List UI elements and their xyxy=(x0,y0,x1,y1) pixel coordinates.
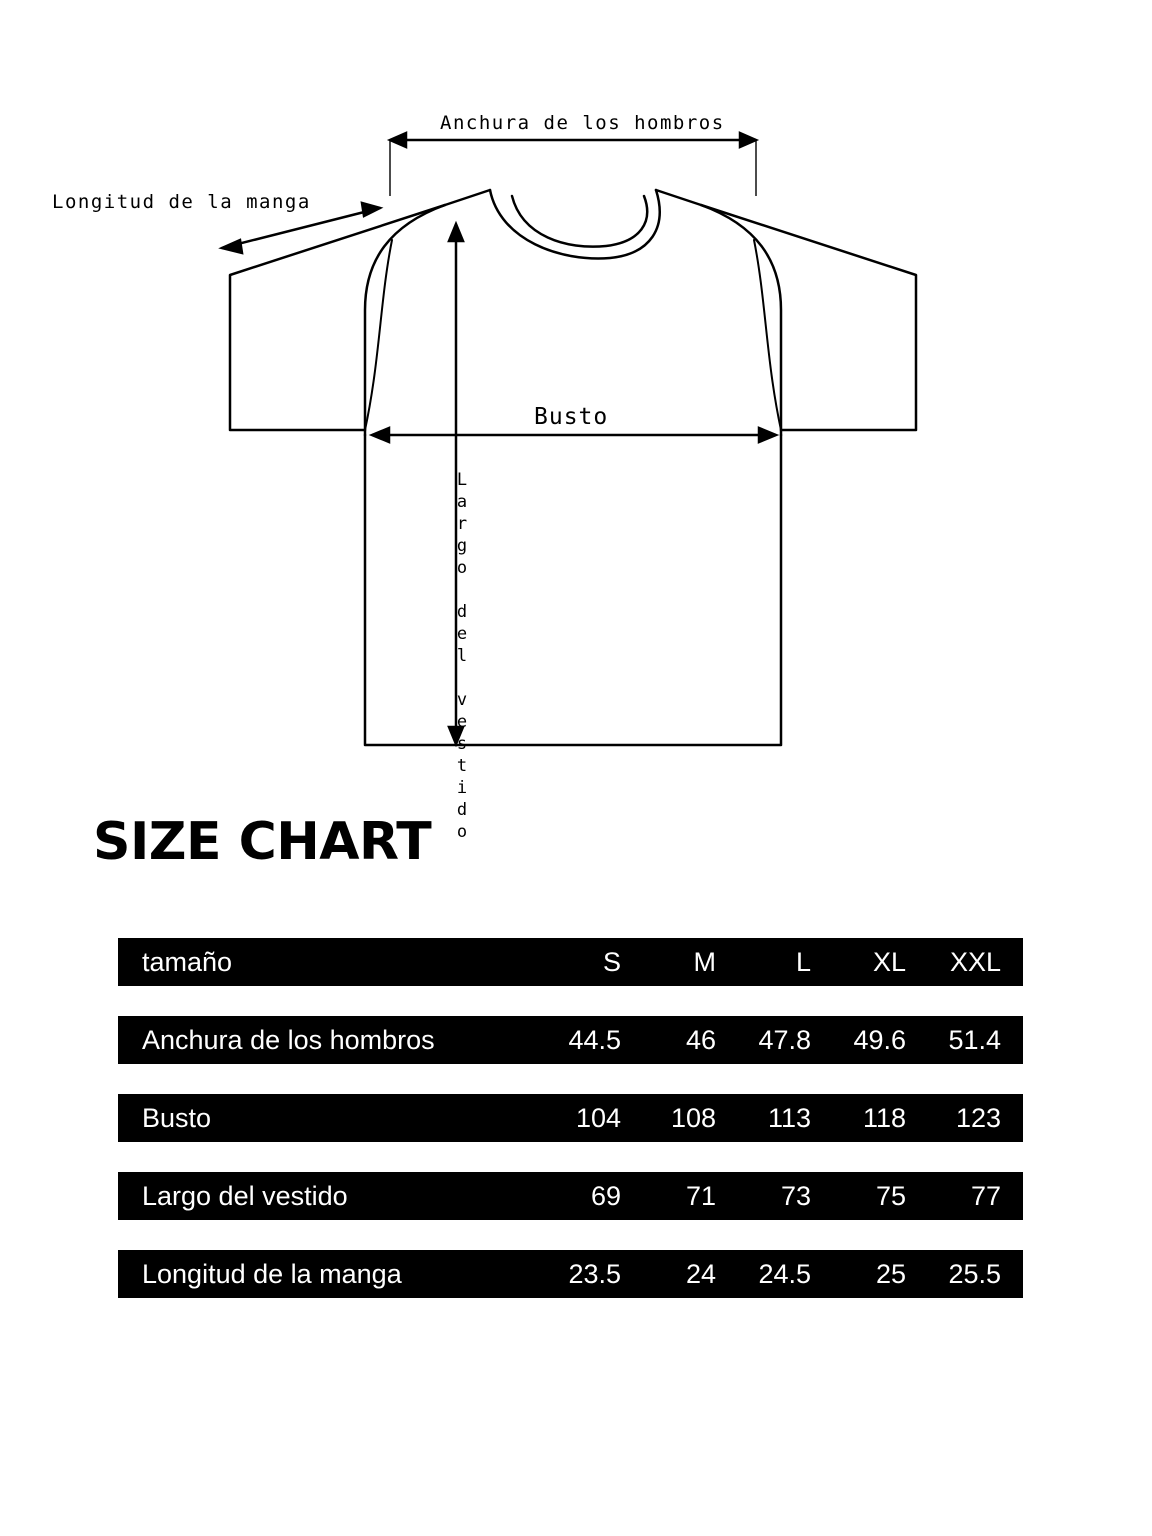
cell-shoulder-xxl: 51.4 xyxy=(948,1024,1001,1055)
label-dress-length: Largo del vestido xyxy=(452,470,472,844)
cell-sleeve-xxl: 25.5 xyxy=(948,1258,1001,1289)
cell-sleeve-m: 24 xyxy=(685,1258,716,1289)
cell-length-m: 71 xyxy=(685,1180,716,1211)
header-size-xl: XL xyxy=(872,946,906,977)
cell-shoulder-m: 46 xyxy=(685,1024,716,1055)
row-label-dress-length: Largo del vestido xyxy=(142,1180,348,1211)
cell-shoulder-l: 47.8 xyxy=(758,1024,811,1055)
cell-length-s: 69 xyxy=(590,1180,621,1211)
table-row xyxy=(118,1094,1023,1142)
size-chart-table xyxy=(118,938,1023,1328)
row-label-shoulder-width: Anchura de los hombros xyxy=(142,1024,435,1055)
table-row xyxy=(118,1016,1023,1064)
cell-bust-l: 113 xyxy=(767,1102,811,1133)
label-shoulder-width: Anchura de los hombros xyxy=(440,112,725,134)
row-label-sleeve-length: Longitud de la manga xyxy=(142,1258,402,1289)
cell-length-xl: 75 xyxy=(875,1180,906,1211)
table-row xyxy=(118,1172,1023,1220)
cell-shoulder-s: 44.5 xyxy=(568,1024,621,1055)
cell-bust-xl: 118 xyxy=(862,1102,906,1133)
label-sleeve-length: Longitud de la manga xyxy=(52,191,311,213)
header-size-l: L xyxy=(795,946,811,977)
header-size-xxl: XXL xyxy=(949,946,1001,977)
cell-sleeve-xl: 25 xyxy=(875,1258,906,1289)
cell-sleeve-s: 23.5 xyxy=(568,1258,621,1289)
page-title: SIZE CHART xyxy=(93,812,432,872)
header-size-label: tamaño xyxy=(142,946,233,977)
row-label-bust: Busto xyxy=(142,1102,212,1133)
cell-bust-xxl: 123 xyxy=(955,1102,1001,1133)
cell-length-xxl: 77 xyxy=(970,1180,1001,1211)
cell-shoulder-xl: 49.6 xyxy=(853,1024,906,1055)
table-row xyxy=(118,1250,1023,1298)
header-size-m: M xyxy=(693,946,716,977)
cell-length-l: 73 xyxy=(780,1180,811,1211)
cell-sleeve-l: 24.5 xyxy=(758,1258,811,1289)
cell-bust-m: 108 xyxy=(670,1102,716,1133)
header-size-s: S xyxy=(602,946,621,977)
table-header-row xyxy=(118,938,1023,986)
label-bust: Busto xyxy=(534,404,609,430)
cell-bust-s: 104 xyxy=(575,1102,621,1133)
